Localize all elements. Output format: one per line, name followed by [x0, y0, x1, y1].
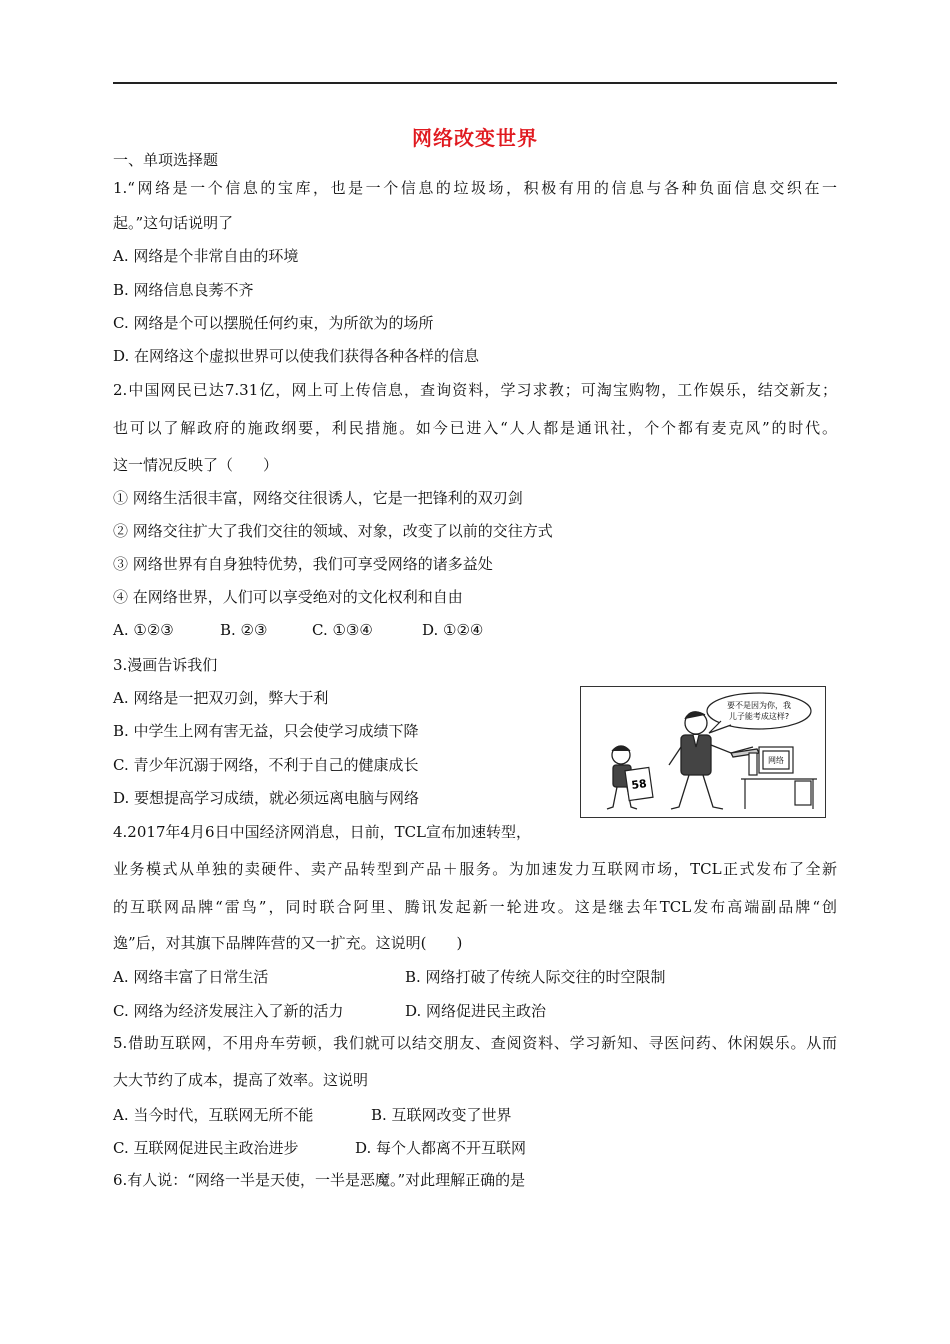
q5-options-row1 — [113, 1104, 512, 1125]
q2-option-b: B. ②③ — [220, 621, 268, 639]
computer-screen-text: 网络 — [768, 756, 784, 765]
bubble-text-2: 儿子能考成这样? — [728, 712, 790, 721]
q1-stem-line2: 起。”这句话说明了 — [113, 214, 234, 232]
q4-options-row1 — [113, 966, 666, 987]
q1-option-a: A. 网络是个非常自由的环境 — [113, 247, 299, 265]
q2-stem-line2: 也可以了解政府的施政纲要，利民措施。如今已进入“人人都是通讯社，个个都有麦克风”的时代。 — [113, 419, 837, 437]
q5-option-d: D. 每个人都离不开互联网 — [355, 1139, 527, 1157]
q1-option-d: D. 在网络这个虚拟世界可以使我们获得各种各样的信息 — [113, 347, 480, 365]
q3-option-a: A. 网络是一把双刃剑，弊大于利 — [113, 689, 329, 707]
q4-option-b: B. 网络打破了传统人际交往的时空限制 — [405, 968, 666, 986]
q3-option-c: C. 青少年沉溺于网络，不利于自己的健康成长 — [113, 756, 419, 774]
q4-option-c: C. 网络为经济发展注入了新的活力 — [113, 1002, 344, 1020]
q5-option-c: C. 互联网促进民主政治进步 — [113, 1139, 299, 1157]
q5-stem-line1: 5.借助互联网，不用舟车劳顿，我们就可以结交朋友、查阅资料、学习新知、寻医问药、休闲娱乐。从而 — [113, 1034, 837, 1052]
q3-cartoon — [580, 686, 826, 818]
page-title: 网络改变世界 — [412, 126, 538, 150]
q2-options — [113, 621, 483, 639]
q5-stem-line2: 大大节约了成本，提高了效率。这说明 — [113, 1071, 369, 1089]
test-score: 58 — [630, 776, 648, 792]
q4-options-row2 — [113, 1000, 546, 1021]
q5-options-row2 — [113, 1137, 526, 1158]
header-rule — [113, 82, 837, 84]
q1-option-c: C. 网络是个可以摆脱任何约束，为所欲为的场所 — [113, 314, 434, 332]
bubble-text-1: 要不是因为你，我 — [727, 701, 791, 710]
q2-option-a: A. ①②③ — [113, 621, 174, 639]
q4-stem-line2: 业务模式从单独的卖硬件、卖产品转型到产品＋服务。为加速发力互联网市场，TCL正式发布了全新 — [113, 860, 837, 878]
q4-option-a: A. 网络丰富了日常生活 — [113, 968, 269, 986]
q4-option-d: D. 网络促进民主政治 — [405, 1002, 547, 1020]
q3-option-d: D. 要想提高学习成绩，就必须远离电脑与网络 — [113, 789, 420, 807]
q3-stem: 3.漫画告诉我们 — [113, 656, 218, 674]
q2-stem-line1: 2.中国网民已达7.31亿，网上可上传信息，查询资料，学习求教；可淘宝购物，工作娱乐，结交新友； — [113, 381, 837, 399]
q2-stem-line3: 这一情况反映了（ ） — [113, 456, 279, 474]
q1-option-b: B. 网络信息良莠不齐 — [113, 281, 254, 299]
q4-stem-line1: 4.2017年4月6日中国经济网消息，日前，TCL宣布加速转型， — [113, 823, 532, 841]
q2-option-d: D. ①②④ — [422, 621, 484, 639]
section-heading: 一、单项选择题 — [113, 151, 219, 169]
q5-option-b: B. 互联网改变了世界 — [371, 1106, 512, 1124]
q4-stem-line3: 的互联网品牌“雷鸟”，同时联合阿里、腾讯发起新一轮进攻。这是继去年TCL发布高端副品牌“创 — [113, 898, 837, 916]
q2-statement-2: ② 网络交往扩大了我们交往的领域、对象，改变了以前的交往方式 — [113, 522, 553, 540]
q1-stem-line1: 1.“网络是一个信息的宝库，也是一个信息的垃圾场，积极有用的信息与各种负面信息交织在一 — [113, 179, 837, 197]
q5-option-a: A. 当今时代，互联网无所不能 — [113, 1106, 314, 1124]
q2-statement-4: ④ 在网络世界，人们可以享受绝对的文化权利和自由 — [113, 588, 463, 606]
q2-statement-1: ① 网络生活很丰富，网络交往很诱人，它是一把锋利的双刃剑 — [113, 489, 523, 507]
q3-option-b: B. 中学生上网有害无益，只会使学习成绩下降 — [113, 722, 419, 740]
q6-stem-line1: 6.有人说：“网络一半是天使，一半是恶魔。”对此理解正确的是 — [113, 1171, 526, 1189]
q2-option-c: C. ①③④ — [312, 621, 373, 639]
test-paper — [625, 767, 653, 800]
cartoon-illustration — [581, 687, 824, 816]
q4-stem-line4: 逸”后，对其旗下品牌阵营的又一扩充。这说明( ) — [113, 934, 463, 952]
q2-statement-3: ③ 网络世界有自身独特优势，我们可享受网络的诸多益处 — [113, 555, 493, 573]
